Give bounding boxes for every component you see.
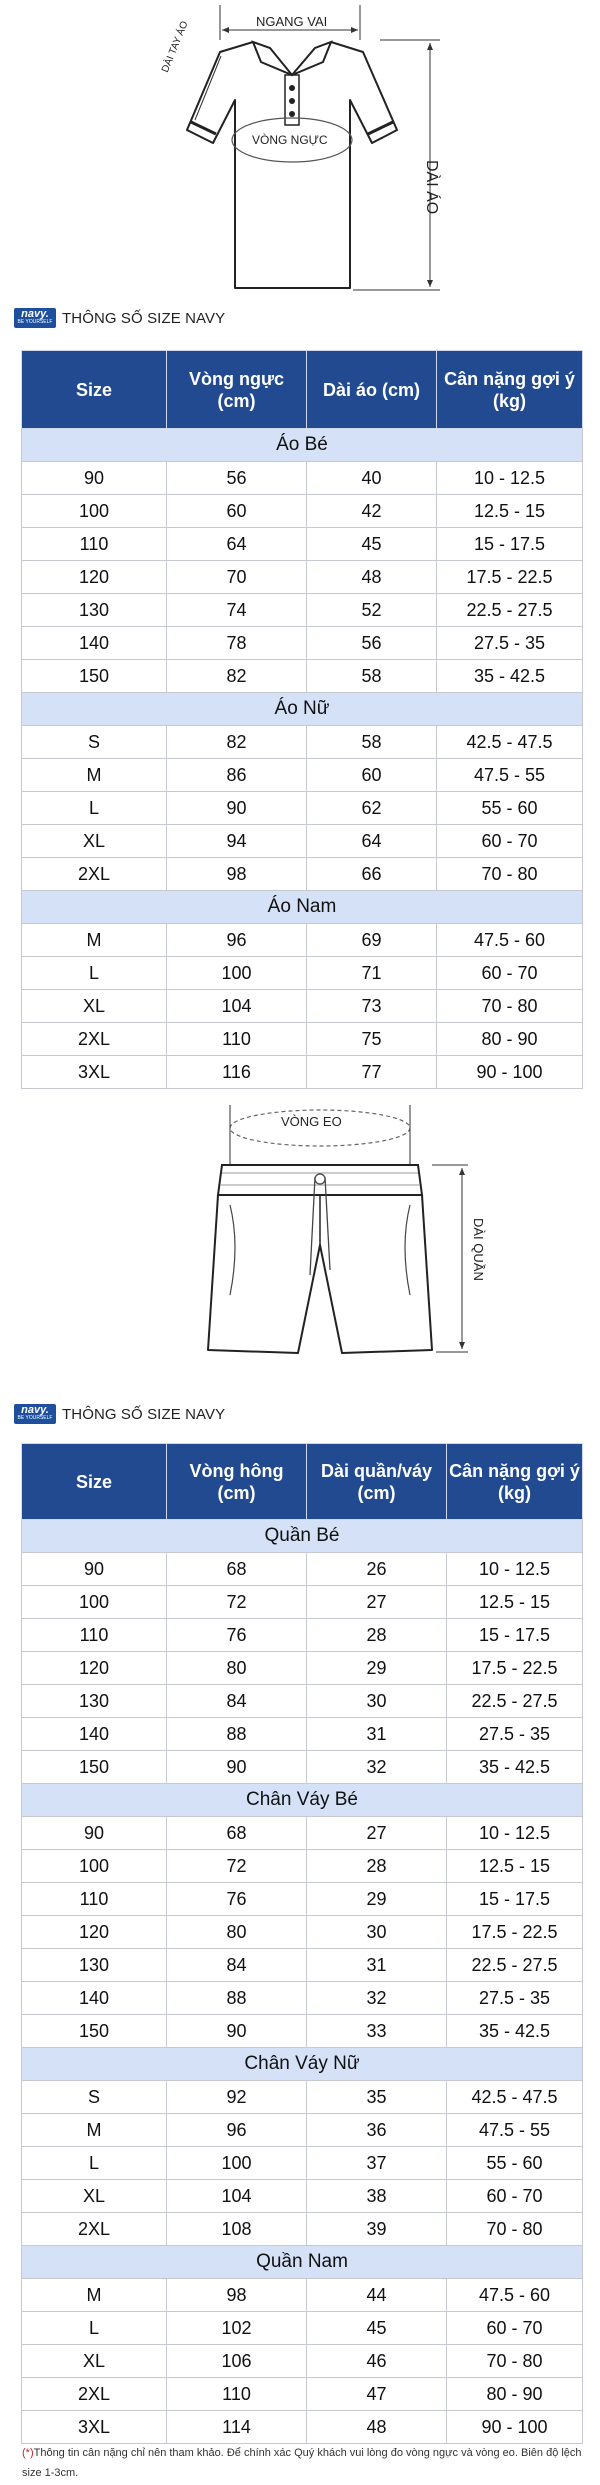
table-cell: 90 [167, 1751, 307, 1784]
group-header-row [22, 2048, 583, 2081]
table-cell: 28 [307, 1619, 447, 1652]
table-cell: 38 [307, 2180, 447, 2213]
table-cell: 15 - 17.5 [447, 1619, 583, 1652]
table-cell: 140 [22, 1718, 167, 1751]
table-cell: 39 [307, 2213, 447, 2246]
table-cell: 70 - 80 [437, 990, 583, 1023]
table-row [22, 528, 583, 561]
table-cell: 17.5 - 22.5 [447, 1916, 583, 1949]
table-row [22, 1056, 583, 1089]
header-length: Dài áo (cm) [307, 351, 437, 429]
header-length: Dài quần/váy (cm) [307, 1444, 447, 1520]
table-cell: M [22, 759, 167, 792]
table-cell: 30 [307, 1916, 447, 1949]
table-cell: 140 [22, 1982, 167, 2015]
table-cell: 77 [307, 1056, 437, 1089]
table-cell: 22.5 - 27.5 [447, 1685, 583, 1718]
table-cell: M [22, 2114, 167, 2147]
table-cell: 45 [307, 528, 437, 561]
table-row [22, 957, 583, 990]
table-cell: 12.5 - 15 [437, 495, 583, 528]
table-cell: 84 [167, 1685, 307, 1718]
table-cell: 71 [307, 957, 437, 990]
table-row [22, 1685, 583, 1718]
table-cell: 35 - 42.5 [437, 660, 583, 693]
table-cell: 2XL [22, 858, 167, 891]
table-cell: 80 - 90 [437, 1023, 583, 1056]
group-header-row [22, 2246, 583, 2279]
table-row [22, 2015, 583, 2048]
table-cell: 74 [167, 594, 307, 627]
table-header-row [22, 1444, 583, 1520]
table-cell: 27.5 - 35 [447, 1718, 583, 1751]
table-row [22, 990, 583, 1023]
shirt-size-table [21, 350, 583, 1089]
table-cell: 3XL [22, 1056, 167, 1089]
table-cell: 10 - 12.5 [437, 462, 583, 495]
table-cell: 72 [167, 1586, 307, 1619]
table-row [22, 924, 583, 957]
table-cell: 42.5 - 47.5 [447, 2081, 583, 2114]
footnote-text: Thông tin cân nặng chỉ nên tham khảo. Để chính xác Quý khách vui lòng đo vòng ngực và vòng eo. Biên độ lệch size 1-3cm. [22, 2447, 582, 2479]
table-cell: S [22, 2081, 167, 2114]
table-row [22, 2180, 583, 2213]
table-cell: 75 [307, 1023, 437, 1056]
table-cell: 130 [22, 1685, 167, 1718]
table-row [22, 1023, 583, 1056]
table-cell: 47.5 - 55 [437, 759, 583, 792]
table-cell: 84 [167, 1949, 307, 1982]
table-row [22, 2081, 583, 2114]
footnote-marker: (*) [22, 2447, 34, 2459]
shorts-waist-label: VÒNG EO [281, 1114, 342, 1129]
table-cell: 80 [167, 1916, 307, 1949]
table-cell: 90 - 100 [437, 1056, 583, 1089]
table-cell: 40 [307, 462, 437, 495]
table-cell: 108 [167, 2213, 307, 2246]
table-row [22, 2378, 583, 2411]
table-row [22, 1982, 583, 2015]
table-cell: 35 [307, 2081, 447, 2114]
table-cell: M [22, 2279, 167, 2312]
table-cell: 47.5 - 55 [447, 2114, 583, 2147]
table-cell: 27.5 - 35 [447, 1982, 583, 2015]
group-title: Chân Váy Nữ [22, 2048, 583, 2081]
table-cell: 26 [307, 1553, 447, 1586]
table-row [22, 1949, 583, 1982]
table-row [22, 1553, 583, 1586]
table-cell: 30 [307, 1685, 447, 1718]
table-header-row [22, 351, 583, 429]
table-cell: L [22, 792, 167, 825]
table-cell: 70 - 80 [447, 2345, 583, 2378]
table-cell: 35 - 42.5 [447, 2015, 583, 2048]
table-row [22, 1916, 583, 1949]
table-row [22, 825, 583, 858]
table-cell: 52 [307, 594, 437, 627]
table-cell: 47 [307, 2378, 447, 2411]
table-cell: 42.5 - 47.5 [437, 726, 583, 759]
table-row [22, 1619, 583, 1652]
navy-logo: navy. BE YOURSELF [14, 1404, 56, 1424]
shirt-brand-header [14, 307, 225, 329]
table-cell: 90 [22, 1553, 167, 1586]
header-weight: Cân nặng gợi ý (kg) [447, 1444, 583, 1520]
table-cell: 47.5 - 60 [447, 2279, 583, 2312]
table-cell: 76 [167, 1883, 307, 1916]
table-cell: 100 [22, 495, 167, 528]
table-cell: 90 - 100 [447, 2411, 583, 2444]
table-cell: 15 - 17.5 [437, 528, 583, 561]
table-cell: 104 [167, 2180, 307, 2213]
table-cell: 110 [22, 1619, 167, 1652]
navy-logo: navy. BE YOURSELF [14, 308, 56, 328]
table-cell: 2XL [22, 2213, 167, 2246]
table-cell: 88 [167, 1982, 307, 2015]
table-row [22, 1883, 583, 1916]
table-cell: 55 - 60 [437, 792, 583, 825]
table-cell: 56 [167, 462, 307, 495]
table-cell: 48 [307, 2411, 447, 2444]
table-cell: 80 - 90 [447, 2378, 583, 2411]
group-header-row [22, 693, 583, 726]
table-cell: 120 [22, 1916, 167, 1949]
table-cell: 62 [307, 792, 437, 825]
table-cell: 120 [22, 561, 167, 594]
table-cell: 92 [167, 2081, 307, 2114]
table-cell: 10 - 12.5 [447, 1817, 583, 1850]
table-cell: 64 [307, 825, 437, 858]
table-cell: 110 [22, 528, 167, 561]
header-chest: Vòng ngực (cm) [167, 351, 307, 429]
table-cell: 55 - 60 [447, 2147, 583, 2180]
table-cell: 27 [307, 1817, 447, 1850]
table-cell: 36 [307, 2114, 447, 2147]
table-cell: 29 [307, 1883, 447, 1916]
table-cell: 31 [307, 1949, 447, 1982]
table-cell: 90 [167, 792, 307, 825]
table-row [22, 2411, 583, 2444]
table-cell: 29 [307, 1652, 447, 1685]
table-row [22, 495, 583, 528]
table-cell: 88 [167, 1718, 307, 1751]
table-cell: 37 [307, 2147, 447, 2180]
table-cell: 33 [307, 2015, 447, 2048]
table-cell: 66 [307, 858, 437, 891]
table-cell: XL [22, 825, 167, 858]
table-cell: 10 - 12.5 [447, 1553, 583, 1586]
shirt-sleeve-label: DÀI TAY ÁO [160, 19, 191, 75]
table-cell: 48 [307, 561, 437, 594]
table-cell: 70 [167, 561, 307, 594]
table-cell: 104 [167, 990, 307, 1023]
table-row [22, 759, 583, 792]
table-cell: 82 [167, 660, 307, 693]
table-row [22, 2345, 583, 2378]
group-title: Áo Nam [22, 891, 583, 924]
table-cell: 15 - 17.5 [447, 1883, 583, 1916]
table-cell: 116 [167, 1056, 307, 1089]
header-size: Size [22, 1444, 167, 1520]
shirt-length-label: DÀI ÁO [423, 160, 440, 215]
group-header-row [22, 1520, 583, 1553]
table-row [22, 1850, 583, 1883]
table-cell: L [22, 2312, 167, 2345]
table-row [22, 2114, 583, 2147]
table-row [22, 561, 583, 594]
table-cell: 22.5 - 27.5 [447, 1949, 583, 1982]
table-cell: 98 [167, 858, 307, 891]
shorts-size-table [21, 1443, 583, 2444]
table-cell: 100 [167, 2147, 307, 2180]
table-cell: 106 [167, 2345, 307, 2378]
table-cell: 2XL [22, 2378, 167, 2411]
table-cell: 27.5 - 35 [437, 627, 583, 660]
table-cell: 96 [167, 924, 307, 957]
table-row [22, 726, 583, 759]
header-hip: Vòng hông (cm) [167, 1444, 307, 1520]
table-cell: S [22, 726, 167, 759]
table-cell: 44 [307, 2279, 447, 2312]
table-cell: 102 [167, 2312, 307, 2345]
table-cell: 69 [307, 924, 437, 957]
group-title: Quần Nam [22, 2246, 583, 2279]
table-cell: 70 - 80 [437, 858, 583, 891]
table-cell: 76 [167, 1619, 307, 1652]
group-title: Chân Váy Bé [22, 1784, 583, 1817]
table-cell: 45 [307, 2312, 447, 2345]
table-cell: 90 [22, 462, 167, 495]
table-cell: 110 [167, 2378, 307, 2411]
table-row [22, 1751, 583, 1784]
shirt-chest-label: VÒNG NGỰC [252, 133, 328, 147]
table-cell: 80 [167, 1652, 307, 1685]
table-cell: 70 - 80 [447, 2213, 583, 2246]
table-cell: 98 [167, 2279, 307, 2312]
table-cell: 100 [22, 1586, 167, 1619]
table-row [22, 858, 583, 891]
table-cell: 90 [167, 2015, 307, 2048]
table-cell: 32 [307, 1982, 447, 2015]
table-cell: 60 [307, 759, 437, 792]
table-cell: 100 [22, 1850, 167, 1883]
shirt-chart-title: THÔNG SỐ SIZE NAVY [62, 309, 226, 327]
table-cell: 150 [22, 660, 167, 693]
table-cell: 17.5 - 22.5 [437, 561, 583, 594]
group-title: Áo Bé [22, 429, 583, 462]
table-cell: 12.5 - 15 [447, 1586, 583, 1619]
table-cell: 12.5 - 15 [447, 1850, 583, 1883]
table-cell: L [22, 957, 167, 990]
table-cell: 56 [307, 627, 437, 660]
shirt-diagram [175, 0, 475, 305]
table-row [22, 660, 583, 693]
table-cell: 2XL [22, 1023, 167, 1056]
table-cell: 150 [22, 2015, 167, 2048]
shorts-length-label: DÀI QUẦN [471, 1218, 486, 1281]
table-row [22, 462, 583, 495]
table-cell: 31 [307, 1718, 447, 1751]
table-row [22, 2213, 583, 2246]
table-cell: 73 [307, 990, 437, 1023]
table-cell: M [22, 924, 167, 957]
table-cell: 110 [22, 1883, 167, 1916]
table-row [22, 2279, 583, 2312]
group-header-row [22, 1784, 583, 1817]
table-cell: 150 [22, 1751, 167, 1784]
table-cell: L [22, 2147, 167, 2180]
table-cell: 32 [307, 1751, 447, 1784]
table-cell: 35 - 42.5 [447, 1751, 583, 1784]
table-cell: 110 [167, 1023, 307, 1056]
footnote [22, 2443, 582, 2483]
table-cell: 86 [167, 759, 307, 792]
shorts-brand-header [14, 1403, 225, 1425]
table-cell: 47.5 - 60 [437, 924, 583, 957]
table-cell: 3XL [22, 2411, 167, 2444]
table-cell: 114 [167, 2411, 307, 2444]
shirt-width-label: NGANG VAI [256, 14, 328, 29]
table-cell: 58 [307, 726, 437, 759]
table-cell: 60 - 70 [437, 957, 583, 990]
header-weight: Cân nặng gợi ý (kg) [437, 351, 583, 429]
header-size: Size [22, 351, 167, 429]
table-cell: 94 [167, 825, 307, 858]
table-cell: 96 [167, 2114, 307, 2147]
table-cell: 140 [22, 627, 167, 660]
table-cell: 28 [307, 1850, 447, 1883]
table-row [22, 1586, 583, 1619]
table-row [22, 1817, 583, 1850]
shorts-diagram [200, 1095, 500, 1385]
table-cell: 60 [167, 495, 307, 528]
table-cell: 100 [167, 957, 307, 990]
group-header-row [22, 891, 583, 924]
table-cell: 78 [167, 627, 307, 660]
table-row [22, 594, 583, 627]
table-cell: 58 [307, 660, 437, 693]
table-cell: 60 - 70 [447, 2312, 583, 2345]
table-cell: 72 [167, 1850, 307, 1883]
group-title: Quần Bé [22, 1520, 583, 1553]
table-cell: 68 [167, 1553, 307, 1586]
table-row [22, 2312, 583, 2345]
table-row [22, 1652, 583, 1685]
group-header-row [22, 429, 583, 462]
table-cell: 22.5 - 27.5 [437, 594, 583, 627]
table-cell: 82 [167, 726, 307, 759]
table-cell: 90 [22, 1817, 167, 1850]
table-cell: XL [22, 2180, 167, 2213]
table-cell: 60 - 70 [437, 825, 583, 858]
table-row [22, 627, 583, 660]
table-cell: XL [22, 2345, 167, 2378]
table-cell: 60 - 70 [447, 2180, 583, 2213]
table-cell: 68 [167, 1817, 307, 1850]
group-title: Áo Nữ [22, 693, 583, 726]
table-cell: 46 [307, 2345, 447, 2378]
shorts-chart-title: THÔNG SỐ SIZE NAVY [62, 1405, 226, 1423]
table-cell: 120 [22, 1652, 167, 1685]
table-cell: 42 [307, 495, 437, 528]
table-row [22, 2147, 583, 2180]
table-cell: 27 [307, 1586, 447, 1619]
table-cell: 130 [22, 594, 167, 627]
table-cell: XL [22, 990, 167, 1023]
table-cell: 64 [167, 528, 307, 561]
table-row [22, 1718, 583, 1751]
table-row [22, 792, 583, 825]
table-cell: 130 [22, 1949, 167, 1982]
table-cell: 17.5 - 22.5 [447, 1652, 583, 1685]
